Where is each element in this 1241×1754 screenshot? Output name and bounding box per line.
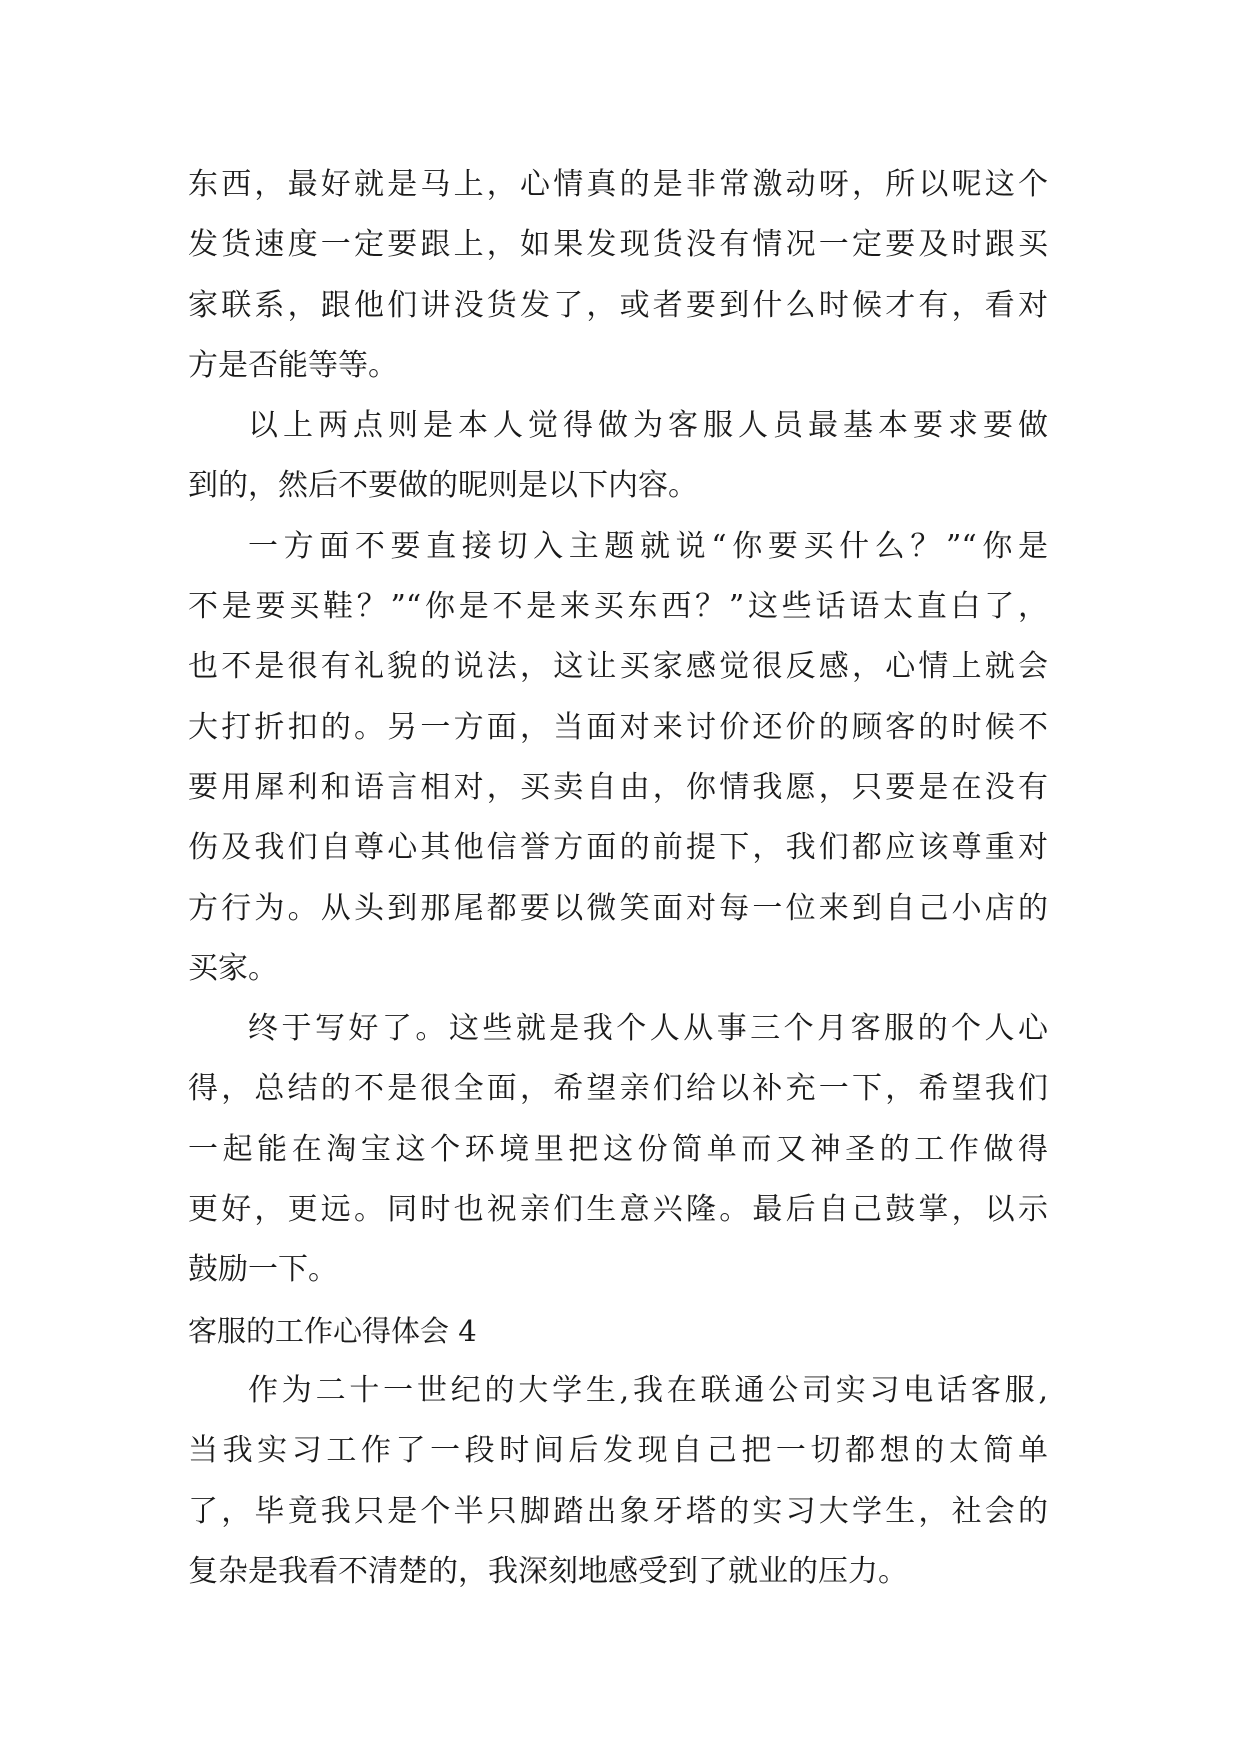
text-line: 方行为。从头到那尾都要以微笑面对每一位来到自己小店的	[188, 890, 1048, 926]
text-line: 家联系，跟他们讲没货发了，或者要到什么时候才有，看对	[188, 287, 1048, 323]
text-line: 东西，最好就是马上，心情真的是非常激动呀，所以呢这个	[188, 167, 1048, 202]
text-line: 要用犀利和语言相对，买卖自由，你情我愿，只要是在没有	[188, 769, 1048, 805]
text-line: 以上两点则是本人觉得做为客服人员最基本要求要做	[248, 408, 1048, 444]
text-line: 复杂是我看不清楚的，我深刻地感受到了就业的压力。	[188, 1553, 908, 1589]
text-line: 大打折扣的。另一方面，当面对来讨价还价的顾客的时候不	[188, 709, 1048, 745]
text-line: 到的，然后不要做的昵则是以下内容。	[188, 468, 698, 504]
text-line: 发货速度一定要跟上，如果发现货没有情况一定要及时跟买	[188, 227, 1048, 263]
text-line: 了，毕竟我只是个半只脚踏出象牙塔的实习大学生，社会的	[188, 1493, 1048, 1529]
paragraph-4	[188, 999, 1048, 1300]
text-line: 方是否能等等。	[188, 347, 398, 383]
body-text	[188, 155, 1048, 1602]
section-heading: 客服的工作心得体会 4	[188, 1313, 477, 1348]
paragraph-2	[188, 396, 1048, 517]
text-line: 终于写好了。这些就是我个人从事三个月客服的个人心	[248, 1011, 1048, 1047]
text-line: 伤及我们自尊心其他信誉方面的前提下，我们都应该尊重对	[188, 830, 1048, 866]
paragraph-5	[188, 1361, 1048, 1602]
text-line: 一起能在淘宝这个环境里把这份简单而又神圣的工作做得	[188, 1131, 1048, 1167]
text-line: 一方面不要直接切入主题就说“你要买什么？”“你是	[248, 528, 1048, 564]
text-line: 当我实习工作了一段时间后发现自己把一切都想的太简单	[188, 1433, 1048, 1469]
text-line: 得，总结的不是很全面，希望亲们给以补充一下，希望我们	[188, 1071, 1048, 1107]
text-line: 买家。	[188, 950, 278, 986]
text-line: 更好，更远。同时也祝亲们生意兴隆。最后自己鼓掌，以示	[188, 1192, 1048, 1228]
text-line: 不是要买鞋？”“你是不是来买东西？”这些话语太直白了，	[188, 589, 1048, 625]
paragraph-1	[188, 155, 1048, 396]
text-line: 鼓励一下。	[188, 1252, 338, 1288]
paragraph-3	[188, 517, 1048, 999]
text-line: 作为二十一世纪的大学生,我在联通公司实习电话客服,	[248, 1372, 1048, 1408]
text-line: 也不是很有礼貌的说法，这让买家感觉很反感，心情上就会	[188, 649, 1048, 685]
